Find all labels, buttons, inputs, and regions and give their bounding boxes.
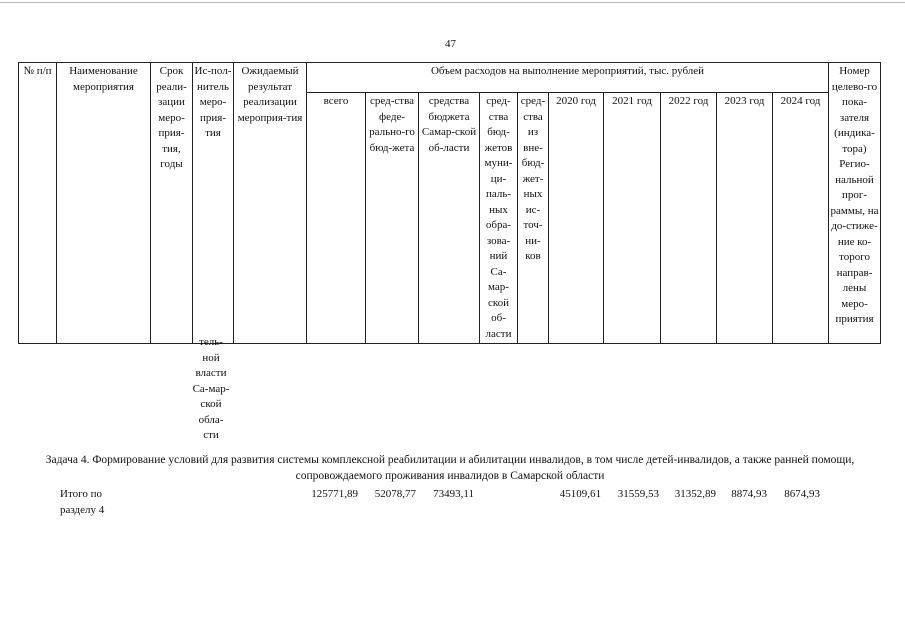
total-value-2022: 31352,89 (674, 488, 716, 500)
total-value-regional: 73493,11 (433, 488, 474, 500)
col-term-header: Срок реали-зации меро-прия-тия, годы (151, 63, 193, 344)
expenses-group-header: Объем расходов на выполнение мероприятий, тыс. рублей (307, 63, 829, 93)
total-value-2024: 8674,93 (784, 488, 820, 500)
col-2022-header: 2022 год (661, 93, 717, 344)
col-expected-header: Ожидаемый результат реализации мероприя-тия (234, 63, 307, 344)
col-2020-header: 2020 год (549, 93, 604, 344)
total-value-2023: 8874,93 (731, 488, 767, 500)
col-municipal-header: сред-ства бюд-жетов муни-ци-паль-ных обра-зова-ний Са-мар-ской об-ласти (480, 93, 518, 344)
executor-continuation: тель-ной власти Са-мар-ской обла-сти (192, 336, 230, 441)
task-heading: Задача 4. Формирование условий для развития системы комплексной реабилитации и абилитации инвалидов, в том числе детей-инвалидов, а также ранней помощи, сопровождаемого проживания инвалидов в Самарской области (45, 454, 855, 482)
col-executor-header: Ис-пол-нитель меро-прия-тия (193, 63, 234, 344)
col-name-header: Наименование мероприятия (57, 63, 151, 344)
page-number: 47 (445, 38, 456, 50)
col-federal-header: сред-ства феде-рально-го бюд-жета (366, 93, 419, 344)
col-2024-header: 2024 год (773, 93, 829, 344)
top-rule (0, 2, 905, 3)
col-num-header: № п/п (19, 63, 57, 344)
col-extra-header: сред-ства из вне-бюд-жет-ных ис-точ-ни-ков (518, 93, 549, 344)
col-2023-header: 2023 год (717, 93, 773, 344)
total-value-2021: 31559,53 (617, 488, 659, 500)
col-2021-header: 2021 год (604, 93, 661, 344)
total-row-label: Итого по разделу 4 (60, 488, 105, 516)
col-indicator-header: Номер целево-го пока-зателя (индика-тора) Регио-нальной прог-раммы, на до-стиже-ние ко-торого направ-лены меро-приятия (829, 63, 881, 344)
col-regional-header: средства бюджета Самар-ской об-ласти (419, 93, 480, 344)
total-value-all: 125771,89 (311, 488, 358, 500)
header-table (18, 62, 881, 344)
total-value-federal: 52078,77 (374, 488, 416, 500)
total-value-2020: 45109,61 (559, 488, 601, 500)
col-total-header: всего (307, 93, 366, 344)
